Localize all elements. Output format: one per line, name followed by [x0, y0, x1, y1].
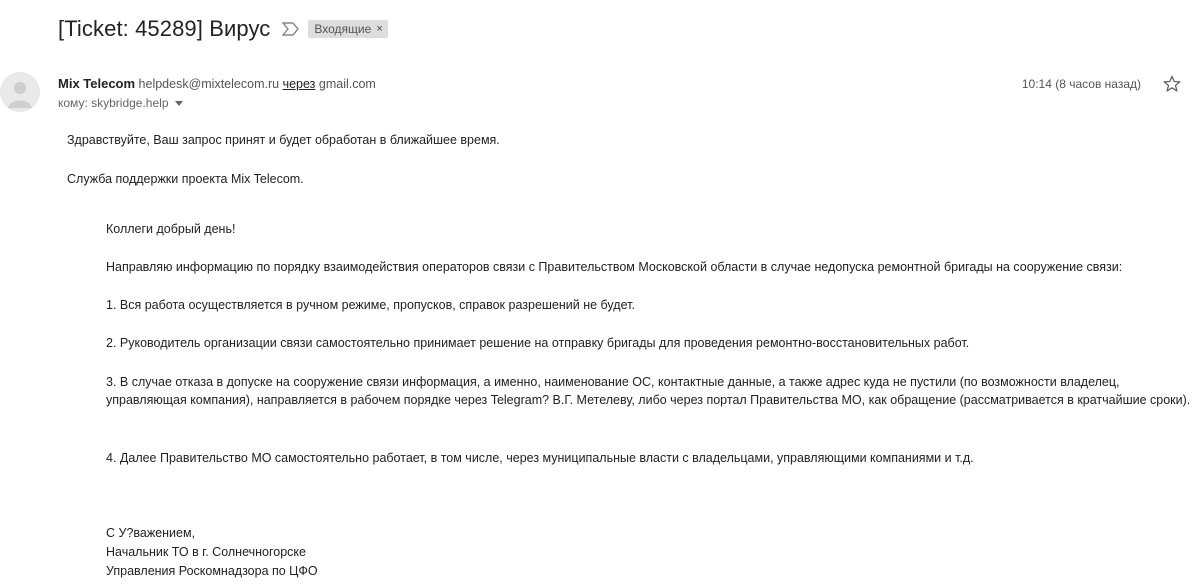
- chevron-down-icon[interactable]: [175, 101, 183, 106]
- message-time: 10:14 (8 часов назад): [1021, 77, 1141, 91]
- reply-signature: Служба поддержки проекта Mix Telecom.: [67, 172, 304, 186]
- avatar: [0, 72, 40, 112]
- label-chip-inbox[interactable]: [308, 20, 387, 38]
- subject-row: [58, 16, 388, 42]
- reply-greeting: Здравствуйте, Ваш запрос принят и будет обработан в ближайшее время.: [67, 133, 500, 147]
- quoted-item-3: 3. В случае отказа в допуске на сооружение связи информация, а именно, наименование ОС, контактные данные, а также адрес куда не пустили (по возможности владелец, управляющая компания), направляется в рабочем порядке через Telegram? В.Г. Метелеву, либо через портал Правительства МО, как обращение (рассматривается в кратчайшие сроки).: [106, 375, 1191, 407]
- quoted-item-1: 1. Вся работа осуществляется в ручном режиме, пропусков, справок разрешений не будет.: [106, 298, 635, 312]
- recipient-row[interactable]: [58, 96, 183, 110]
- important-marker-icon[interactable]: [282, 22, 300, 36]
- sender-name[interactable]: Mix Telecom: [58, 76, 136, 91]
- sender-email: helpdesk@mixtelecom.ru: [138, 77, 280, 91]
- quoted-closing-1: С У?важением,: [106, 526, 196, 540]
- label-chip-text: Входящие: [314, 22, 372, 36]
- remove-label-icon[interactable]: ×: [376, 23, 383, 35]
- quoted-intro: Направляю информацию по порядку взаимодействия операторов связи с Правительством Московской области в случае недопуска ремонтной бригады на сооружение связи:: [106, 260, 1123, 274]
- quoted-item-2: 2. Руководитель организации связи самостоятельно принимает решение на отправку бригады для проведения ремонтно-восстановительных работ.: [106, 336, 970, 350]
- quoted-item-4: 4. Далее Правительство МО самостоятельно работает, в том числе, через муниципальные власти с владельцами, управляющими компаниями и т.д.: [106, 451, 974, 465]
- quoted-salutation: Коллеги добрый день!: [106, 222, 236, 236]
- email-subject: [Ticket: 45289] Вирус: [58, 16, 271, 41]
- star-icon[interactable]: [1162, 74, 1182, 94]
- recipient-text: кому: skybridge.help: [58, 96, 169, 110]
- via-domain: gmail.com: [318, 77, 376, 91]
- quoted-closing-3: Управления Роскомнадзора по ЦФО: [106, 564, 318, 578]
- sender-row: [58, 76, 376, 91]
- quoted-closing-2: Начальник ТО в г. Солнечногорске: [106, 545, 306, 559]
- via-link[interactable]: через: [282, 77, 316, 91]
